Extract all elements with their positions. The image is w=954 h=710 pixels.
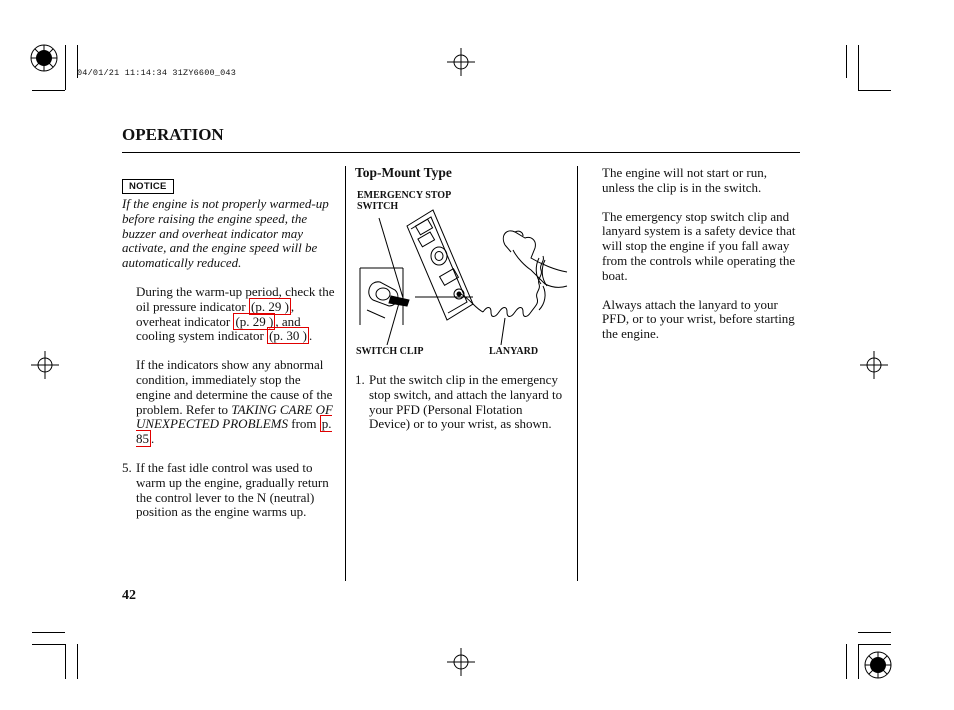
print-timestamp: 04/01/21 11:14:34 31ZY6600_043 <box>77 68 237 78</box>
figure-label-emergency-stop: EMERGENCY STOP SWITCH <box>357 190 452 212</box>
section-reference: TAKING CARE OF UNEXPECTED PROBLEMS <box>136 401 333 432</box>
figure-label-lanyard: LANYARD <box>489 346 539 357</box>
right-column <box>602 166 798 342</box>
registration-crosshair-icon <box>447 48 475 76</box>
registration-starburst-icon <box>864 651 894 681</box>
page-number: 42 <box>122 588 136 603</box>
emergency-stop-switch-illustration <box>355 200 570 345</box>
page-ref-link[interactable]: p. 85 <box>136 416 332 447</box>
page-ref-link[interactable]: (p. 30 ) <box>269 328 307 344</box>
list-item: 1. Put the switch clip in the emergency stop switch, and attach the lanyard to your PFD (Personal Flotation Device) or to your wrist, as shown. <box>355 372 563 432</box>
lanyard-attach-paragraph: Always attach the lanyard to your PFD, or to your wrist, before starting the engine. <box>602 296 795 342</box>
warmup-paragraph: During the warm-up period, check the oil pressure indicator (p. 29 ) , overheat indicator (p. 29 ) , and cooling system indicator (p. 30 ) . <box>136 283 335 344</box>
middle-column <box>355 373 565 432</box>
registration-crosshair-icon <box>31 351 59 379</box>
safety-device-paragraph: The emergency stop switch clip and lanyard system is a safety device that will stop the engine if you fall away from the controls while operating the boat. <box>602 208 796 283</box>
page-ref-link[interactable]: (p. 29 ) <box>251 298 289 314</box>
left-column <box>122 178 336 520</box>
clip-requirement-paragraph: The engine will not start or run, unless the clip is in the switch. <box>602 165 767 195</box>
figure-label-switch-clip: SWITCH CLIP <box>356 346 424 357</box>
notice-text: If the engine is not properly warmed-up before raising the engine speed, the buzzer and overheat indicator may activate, and the engine speed will be automatically reduced. <box>122 196 329 271</box>
registration-crosshair-icon <box>447 648 475 676</box>
registration-starburst-icon <box>30 44 60 74</box>
subsection-heading: Top-Mount Type <box>355 165 452 180</box>
indicator-paragraph: If the indicators show any abnormal condition, immediately stop the engine and determine the cause of the problem. Refer to TAKING CARE OF UNEXPECTED PROBLEMS from p. 85 . <box>136 357 333 447</box>
column-divider <box>345 166 346 581</box>
registration-crosshair-icon <box>860 351 888 379</box>
section-title: OPERATION <box>122 125 224 144</box>
list-item: 5. If the fast idle control was used to warm up the engine, gradually return the control lever to the N (neutral) position as the engine warms up. <box>122 459 329 520</box>
header-rule <box>122 152 800 153</box>
page-ref-link[interactable]: (p. 29 ) <box>235 313 274 329</box>
column-divider <box>577 166 578 581</box>
notice-badge: NOTICE <box>122 179 174 194</box>
